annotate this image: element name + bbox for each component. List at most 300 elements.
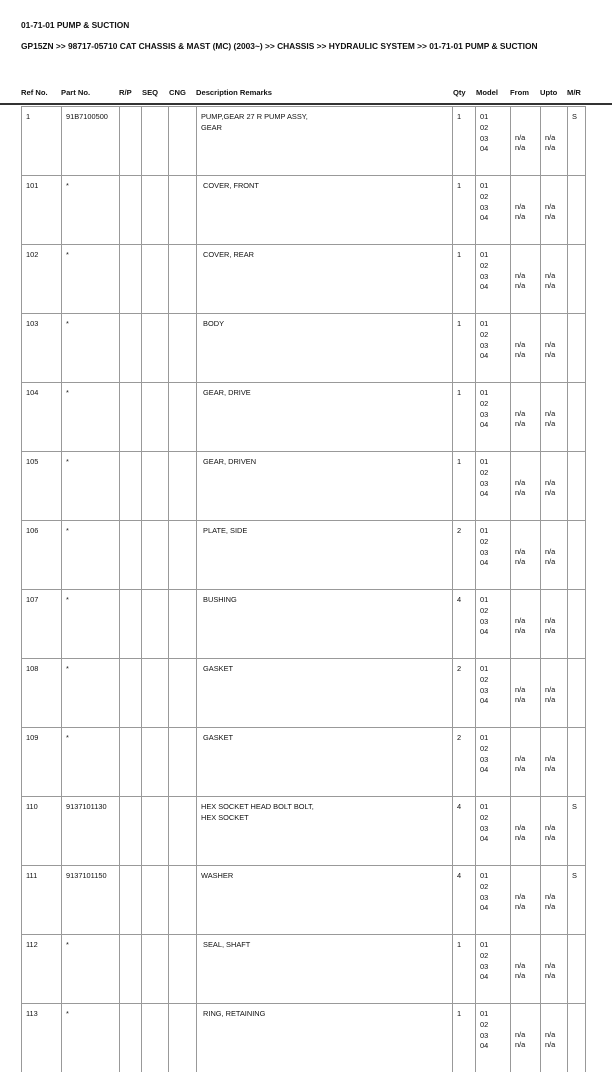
part-text: * (66, 733, 69, 742)
part-no (62, 383, 120, 452)
upto-value: n/a (545, 547, 564, 557)
model-code: 03 (480, 616, 507, 627)
qty-text: 2 (457, 733, 461, 742)
part-text: 91B7100500 (66, 112, 108, 121)
model-code: 04 (480, 351, 507, 361)
model-code: 02 (480, 1019, 507, 1030)
upto-value: n/a (545, 409, 564, 419)
models (476, 1004, 511, 1072)
model-code: 01 (480, 870, 507, 881)
model-code: 04 (480, 558, 507, 568)
qty-text: 1 (457, 319, 461, 328)
desc-line-1: BODY (201, 318, 449, 329)
table-row[interactable] (22, 590, 586, 659)
model-code: 03 (480, 409, 507, 420)
upto-value: n/a (545, 764, 564, 774)
upto-value: n/a (545, 281, 564, 291)
ref-text: 110 (26, 802, 38, 811)
description (197, 590, 453, 659)
models (476, 176, 511, 245)
rp-cell (120, 590, 142, 659)
qty-text: 2 (457, 664, 461, 673)
header-divider (0, 103, 612, 105)
seq-cell (142, 935, 169, 1004)
upto (541, 1004, 568, 1072)
cng-cell (169, 866, 197, 935)
ref-text: 1 (26, 112, 30, 121)
cng-cell (169, 452, 197, 521)
mr-text: S (572, 802, 577, 811)
description (197, 383, 453, 452)
model-code: 04 (480, 765, 507, 775)
qty-text: 1 (457, 1009, 461, 1018)
desc-line-2: GEAR (201, 122, 449, 133)
model-code: 02 (480, 122, 507, 133)
model-code: 04 (480, 420, 507, 430)
desc-line-1: COVER, REAR (201, 249, 449, 260)
rp-cell (120, 935, 142, 1004)
from (511, 245, 541, 314)
model-code: 01 (480, 663, 507, 674)
table-row[interactable] (22, 452, 586, 521)
model-code: 02 (480, 329, 507, 340)
table-row[interactable] (22, 728, 586, 797)
qty (453, 797, 476, 866)
table-row[interactable] (22, 107, 586, 176)
model-code: 02 (480, 191, 507, 202)
col-header-cng: CNG (169, 88, 186, 97)
from-value: n/a (515, 133, 537, 143)
qty-text: 1 (457, 940, 461, 949)
upto-value: n/a (545, 892, 564, 902)
qty (453, 383, 476, 452)
cng-cell (169, 590, 197, 659)
desc-line-1: HEX SOCKET HEAD BOLT BOLT, (201, 801, 449, 812)
table-row[interactable] (22, 314, 586, 383)
desc-line-1: GEAR, DRIVEN (201, 456, 449, 467)
model-code: 02 (480, 605, 507, 616)
model-code: 04 (480, 834, 507, 844)
upto-value: n/a (545, 340, 564, 350)
ref-no (22, 728, 62, 797)
rp-cell (120, 659, 142, 728)
models (476, 452, 511, 521)
upto (541, 659, 568, 728)
part-text: * (66, 319, 69, 328)
desc-line-2: HEX SOCKET (201, 812, 449, 823)
mr (568, 659, 586, 728)
model-code: 03 (480, 133, 507, 144)
ref-text: 111 (26, 871, 37, 880)
desc-line-1: PLATE, SIDE (201, 525, 449, 536)
from (511, 521, 541, 590)
mr (568, 797, 586, 866)
model-code: 01 (480, 1008, 507, 1019)
from-value: n/a (515, 557, 537, 567)
part-no (62, 728, 120, 797)
rp-cell (120, 728, 142, 797)
description (197, 521, 453, 590)
ref-text: 109 (26, 733, 38, 742)
qty (453, 659, 476, 728)
qty (453, 245, 476, 314)
from-value: n/a (515, 764, 537, 774)
ref-no (22, 935, 62, 1004)
model-code: 01 (480, 111, 507, 122)
mr (568, 383, 586, 452)
qty-text: 4 (457, 871, 461, 880)
qty (453, 866, 476, 935)
upto (541, 590, 568, 659)
description (197, 245, 453, 314)
from (511, 935, 541, 1004)
upto-value: n/a (545, 212, 564, 222)
cng-cell (169, 728, 197, 797)
model-code: 03 (480, 685, 507, 696)
model-code: 02 (480, 743, 507, 754)
from-value: n/a (515, 892, 537, 902)
upto-value: n/a (545, 557, 564, 567)
model-code: 02 (480, 536, 507, 547)
description (197, 728, 453, 797)
model-code: 03 (480, 340, 507, 351)
from-value: n/a (515, 419, 537, 429)
models (476, 521, 511, 590)
upto-value: n/a (545, 902, 564, 912)
from-value: n/a (515, 971, 537, 981)
part-no (62, 935, 120, 1004)
from (511, 866, 541, 935)
mr (568, 452, 586, 521)
table-row[interactable] (22, 383, 586, 452)
mr (568, 521, 586, 590)
qty (453, 314, 476, 383)
cng-cell (169, 659, 197, 728)
ref-no (22, 1004, 62, 1072)
upto-value: n/a (545, 488, 564, 498)
from-value: n/a (515, 488, 537, 498)
part-no (62, 245, 120, 314)
seq-cell (142, 1004, 169, 1072)
upto (541, 797, 568, 866)
rp-cell (120, 797, 142, 866)
cng-cell (169, 383, 197, 452)
description (197, 1004, 453, 1072)
model-code: 01 (480, 249, 507, 260)
from-value: n/a (515, 961, 537, 971)
ref-no (22, 659, 62, 728)
from-value: n/a (515, 547, 537, 557)
seq-cell (142, 797, 169, 866)
model-code: 01 (480, 318, 507, 329)
upto-value: n/a (545, 419, 564, 429)
model-code: 01 (480, 525, 507, 536)
qty (453, 452, 476, 521)
model-code: 04 (480, 696, 507, 706)
parts-table (21, 106, 586, 1072)
from-value: n/a (515, 754, 537, 764)
models (476, 659, 511, 728)
part-text: 9137101130 (66, 802, 107, 811)
model-code: 03 (480, 547, 507, 558)
from (511, 107, 541, 176)
model-code: 04 (480, 627, 507, 637)
ref-no (22, 314, 62, 383)
description (197, 935, 453, 1004)
seq-cell (142, 728, 169, 797)
models (476, 797, 511, 866)
upto-value: n/a (545, 695, 564, 705)
table-row[interactable] (22, 797, 586, 866)
model-code: 01 (480, 180, 507, 191)
from (511, 797, 541, 866)
upto (541, 383, 568, 452)
part-text: * (66, 1009, 69, 1018)
part-no (62, 590, 120, 659)
model-code: 03 (480, 961, 507, 972)
qty-text: 1 (457, 457, 461, 466)
model-code: 04 (480, 903, 507, 913)
qty (453, 521, 476, 590)
from (511, 728, 541, 797)
model-code: 03 (480, 1030, 507, 1041)
cng-cell (169, 314, 197, 383)
upto (541, 314, 568, 383)
models (476, 728, 511, 797)
mr (568, 176, 586, 245)
rp-cell (120, 245, 142, 314)
from-value: n/a (515, 143, 537, 153)
from-value: n/a (515, 833, 537, 843)
upto-value: n/a (545, 350, 564, 360)
ref-text: 113 (26, 1009, 38, 1018)
model-code: 02 (480, 881, 507, 892)
qty-text: 1 (457, 388, 461, 397)
model-code: 04 (480, 213, 507, 223)
model-code: 02 (480, 260, 507, 271)
part-no (62, 521, 120, 590)
upto-value: n/a (545, 202, 564, 212)
upto-value: n/a (545, 1040, 564, 1050)
model-code: 01 (480, 732, 507, 743)
upto (541, 452, 568, 521)
mr-text: S (572, 871, 577, 880)
ref-no (22, 383, 62, 452)
part-text: * (66, 526, 69, 535)
cng-cell (169, 935, 197, 1004)
description (197, 866, 453, 935)
ref-no (22, 866, 62, 935)
model-code: 02 (480, 674, 507, 685)
qty (453, 176, 476, 245)
col-header-upto: Upto (540, 88, 557, 97)
upto-value: n/a (545, 754, 564, 764)
col-header-seq: SEQ (142, 88, 158, 97)
mr (568, 866, 586, 935)
rp-cell (120, 452, 142, 521)
breadcrumb: GP15ZN >> 98717-05710 CAT CHASSIS & MAST (MC) (2003~) >> CHASSIS >> HYDRAULIC SYSTEM >> 01-71-01 PUMP & SUCTION (21, 41, 538, 51)
models (476, 935, 511, 1004)
table-row[interactable] (22, 176, 586, 245)
from-value: n/a (515, 340, 537, 350)
description (197, 659, 453, 728)
part-text: * (66, 595, 69, 604)
desc-line-1: BUSHING (201, 594, 449, 605)
qty-text: 1 (457, 181, 461, 190)
models (476, 866, 511, 935)
seq-cell (142, 521, 169, 590)
desc-line-1: WASHER (201, 870, 449, 881)
ref-text: 106 (26, 526, 38, 535)
part-no (62, 452, 120, 521)
part-text: * (66, 250, 69, 259)
seq-cell (142, 383, 169, 452)
upto-value: n/a (545, 961, 564, 971)
part-text: * (66, 457, 69, 466)
rp-cell (120, 1004, 142, 1072)
from-value: n/a (515, 685, 537, 695)
table-row[interactable] (22, 521, 586, 590)
ref-no (22, 797, 62, 866)
col-header-part: Part No. (61, 88, 90, 97)
from-value: n/a (515, 350, 537, 360)
model-code: 01 (480, 939, 507, 950)
upto-value: n/a (545, 478, 564, 488)
model-code: 02 (480, 398, 507, 409)
table-row[interactable] (22, 1004, 586, 1072)
ref-no (22, 590, 62, 659)
seq-cell (142, 866, 169, 935)
model-code: 01 (480, 594, 507, 605)
cng-cell (169, 797, 197, 866)
ref-text: 102 (26, 250, 38, 259)
seq-cell (142, 590, 169, 659)
ref-no (22, 452, 62, 521)
upto (541, 107, 568, 176)
part-no (62, 107, 120, 176)
from-value: n/a (515, 271, 537, 281)
upto (541, 935, 568, 1004)
upto (541, 176, 568, 245)
desc-line-1: GASKET (201, 663, 449, 674)
upto-value: n/a (545, 271, 564, 281)
from (511, 176, 541, 245)
col-header-rp: R/P (119, 88, 132, 97)
upto-value: n/a (545, 1030, 564, 1040)
rp-cell (120, 383, 142, 452)
desc-line-1: SEAL, SHAFT (201, 939, 449, 950)
seq-cell (142, 107, 169, 176)
from-value: n/a (515, 626, 537, 636)
table-row[interactable] (22, 935, 586, 1004)
part-text: 9137101150 (66, 871, 107, 880)
desc-line-1: GEAR, DRIVE (201, 387, 449, 398)
model-code: 03 (480, 202, 507, 213)
seq-cell (142, 245, 169, 314)
model-code: 04 (480, 282, 507, 292)
qty-text: 4 (457, 595, 461, 604)
cng-cell (169, 245, 197, 314)
col-header-ref: Ref No. (21, 88, 48, 97)
part-text: * (66, 181, 69, 190)
model-code: 04 (480, 489, 507, 499)
seq-cell (142, 176, 169, 245)
ref-text: 107 (26, 595, 38, 604)
part-no (62, 659, 120, 728)
ref-no (22, 107, 62, 176)
qty-text: 1 (457, 112, 461, 121)
description (197, 107, 453, 176)
desc-line-1: RING, RETAINING (201, 1008, 449, 1019)
col-header-model: Model (476, 88, 498, 97)
mr (568, 107, 586, 176)
from-value: n/a (515, 1040, 537, 1050)
description (197, 314, 453, 383)
table-row[interactable] (22, 659, 586, 728)
rp-cell (120, 107, 142, 176)
upto-value: n/a (545, 971, 564, 981)
upto-value: n/a (545, 626, 564, 636)
model-code: 02 (480, 812, 507, 823)
part-text: * (66, 388, 69, 397)
qty-text: 1 (457, 250, 461, 259)
models (476, 245, 511, 314)
desc-line-1: COVER, FRONT (201, 180, 449, 191)
table-row[interactable] (22, 866, 586, 935)
mr (568, 245, 586, 314)
ref-text: 104 (26, 388, 38, 397)
upto (541, 866, 568, 935)
ref-text: 103 (26, 319, 38, 328)
mr-text: S (572, 112, 577, 121)
col-header-mr: M/R (567, 88, 581, 97)
from-value: n/a (515, 478, 537, 488)
from-value: n/a (515, 695, 537, 705)
ref-no (22, 245, 62, 314)
from-value: n/a (515, 281, 537, 291)
from (511, 452, 541, 521)
upto (541, 728, 568, 797)
from-value: n/a (515, 616, 537, 626)
seq-cell (142, 452, 169, 521)
part-no (62, 314, 120, 383)
description (197, 176, 453, 245)
upto-value: n/a (545, 616, 564, 626)
from-value: n/a (515, 409, 537, 419)
upto-value: n/a (545, 143, 564, 153)
upto-value: n/a (545, 823, 564, 833)
rp-cell (120, 521, 142, 590)
from-value: n/a (515, 902, 537, 912)
ref-no (22, 521, 62, 590)
from-value: n/a (515, 202, 537, 212)
col-header-desc: Description Remarks (196, 88, 272, 97)
model-code: 03 (480, 271, 507, 282)
model-code: 01 (480, 456, 507, 467)
rp-cell (120, 866, 142, 935)
qty (453, 935, 476, 1004)
from-value: n/a (515, 1030, 537, 1040)
model-code: 01 (480, 801, 507, 812)
cng-cell (169, 107, 197, 176)
qty (453, 1004, 476, 1072)
table-row[interactable] (22, 245, 586, 314)
mr (568, 935, 586, 1004)
from-value: n/a (515, 212, 537, 222)
rp-cell (120, 176, 142, 245)
desc-line-1: PUMP,GEAR 27 R PUMP ASSY, (201, 111, 449, 122)
model-code: 03 (480, 823, 507, 834)
